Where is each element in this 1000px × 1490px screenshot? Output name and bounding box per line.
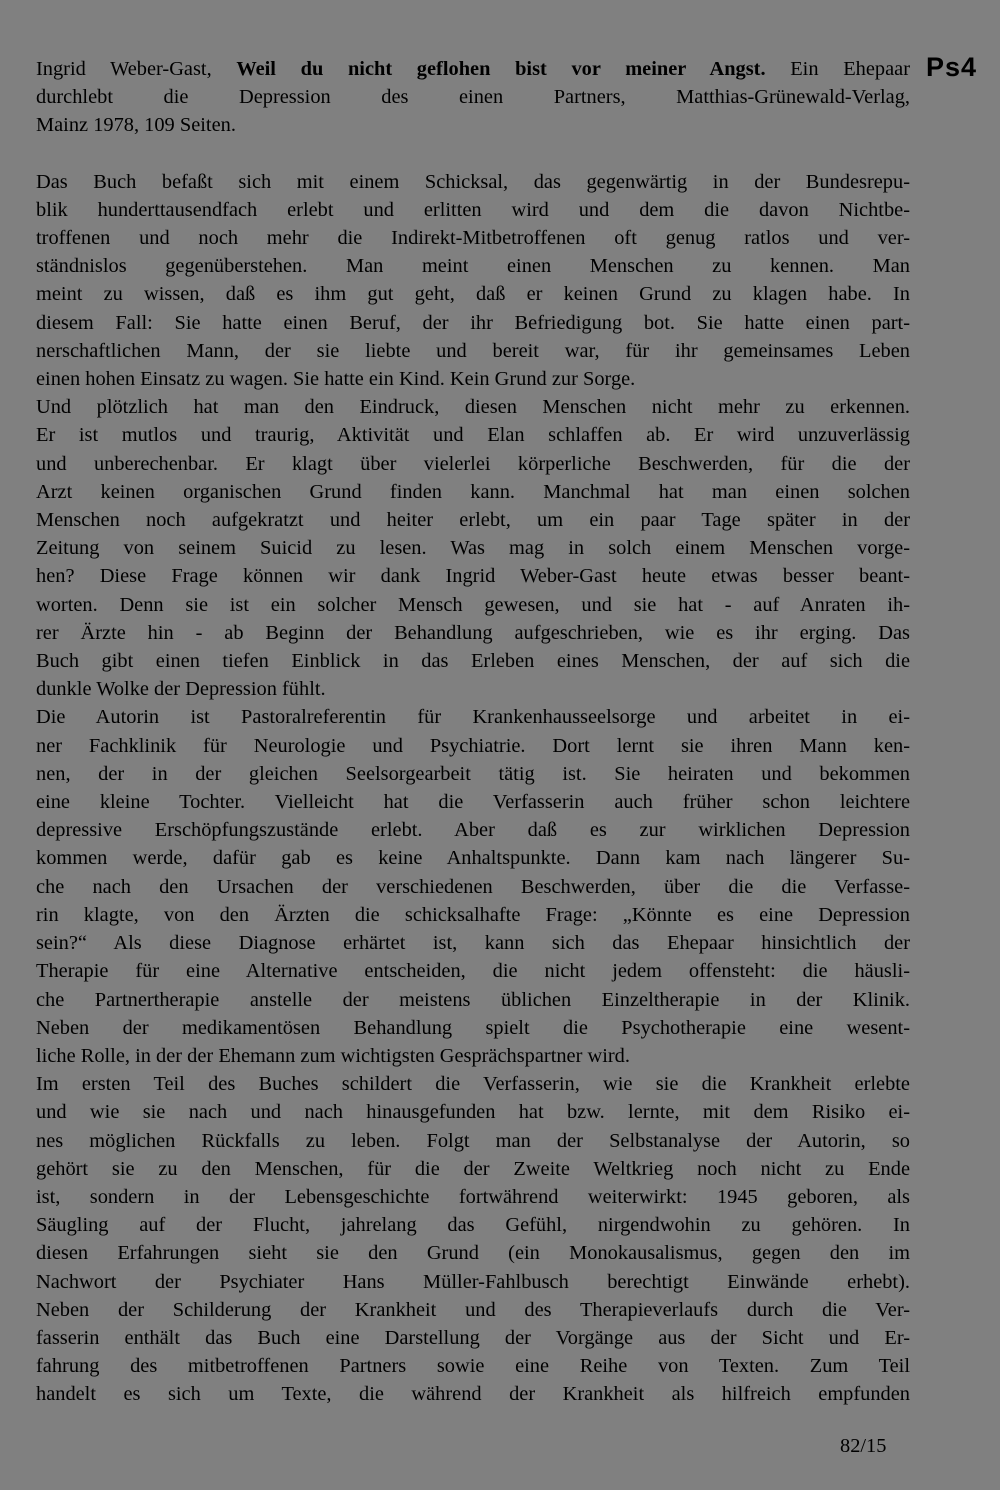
book-title: Weil du nicht geflohen bist vor meiner Angst. [236, 58, 766, 80]
text-line: sein?“ Als diese Diagnose erhärtet ist, kann sich das Ehepaar hinsichtlich der [36, 932, 910, 955]
text-line: Therapie für eine Alternative entscheiden, die nicht jedem offensteht: die häusli- [36, 960, 910, 983]
text-line: diesem Fall: Sie hatte einen Beruf, der ihr Befriedigung bot. Sie hatte einen part- [36, 311, 910, 334]
text-line: Er ist mutlos und traurig, Aktivität und Elan schlaffen ab. Er wird unzuverlässig [36, 424, 910, 447]
review-text [36, 168, 910, 1409]
text-line: rer Ärzte hin - ab Beginn der Behandlung aufgeschrieben, wie es ihr erging. Das [36, 621, 910, 644]
citation-line: durchlebt die Depression des einen Partners, Matthias-Grünewald-Verlag, [36, 86, 910, 109]
text-line: diesen Erfahrungen sieht sie den Grund (ein Monokausalismus, gegen den im [36, 1242, 910, 1265]
text-line: handelt es sich um Texte, die während der Krankheit als hilfreich empfunden [36, 1383, 910, 1406]
citation-line [36, 55, 910, 83]
text-line: dunkle Wolke der Depression fühlt. [36, 678, 326, 701]
text-line: blik hunderttausendfach erlebt und erlitten wird und dem die davon Nichtbe- [36, 198, 910, 221]
book-citation [36, 55, 910, 140]
text-line: nerschaftlichen Mann, der sie liebte und bereit war, für ihr gemeinsames Leben [36, 339, 910, 362]
text-line: nes möglichen Rückfalls zu leben. Folgt man der Selbstanalyse der Autorin, so [36, 1129, 910, 1152]
text-line: Neben der Schilderung der Krankheit und des Therapieverlaufs durch die Ver- [36, 1298, 910, 1321]
text-line: depressive Erschöpfungszustände erlebt. Aber daß es zur wirklichen Depression [36, 819, 910, 842]
text-line: Die Autorin ist Pastoralreferentin für Krankenhausseelsorge und arbeitet in ei- [36, 706, 910, 729]
book-subtitle-start: Ein Ehepaar [765, 58, 910, 80]
text-line: troffenen und noch mehr die Indirekt-Mitbetroffenen oft genug ratlos und ver- [36, 227, 910, 250]
text-line: kommen werde, dafür gab es keine Anhaltspunkte. Dann kam nach längerer Su- [36, 847, 910, 870]
text-line: rin klagte, von den Ärzten die schicksalhafte Frage: „Könnte es eine Depression [36, 903, 910, 926]
text-line: einen hohen Einsatz zu wagen. Sie hatte ein Kind. Kein Grund zur Sorge. [36, 368, 636, 391]
text-line: ner Fachklinik für Neurologie und Psychiatrie. Dort lernt sie ihren Mann ken- [36, 734, 910, 757]
text-line: ist, sondern in der Lebensgeschichte fortwährend weiterwirkt: 1945 geboren, als [36, 1185, 910, 1208]
text-line: fahrung des mitbetroffenen Partners sowie eine Reihe von Texten. Zum Teil [36, 1355, 910, 1378]
text-line: Zeitung von seinem Suicid zu lesen. Was mag in solch einem Menschen vorge- [36, 537, 910, 560]
text-line: Säugling auf der Flucht, jahrelang das Gefühl, nirgendwohin zu gehören. In [36, 1214, 910, 1237]
text-line: eine kleine Tochter. Vielleicht hat die Verfasserin auch früher schon leichtere [36, 791, 910, 814]
text-line: Im ersten Teil des Buches schildert die Verfasserin, wie sie die Krankheit erlebte [36, 1073, 910, 1096]
text-line: liche Rolle, in der der Ehemann zum wichtigsten Gesprächspartner wird. [36, 1044, 630, 1067]
text-line: und unberechenbar. Er klagt über vielerlei körperliche Beschwerden, für die der [36, 452, 910, 475]
text-line: Menschen noch aufgekratzt und heiter erlebt, um ein paar Tage später in der [36, 509, 910, 532]
document-page [36, 55, 910, 1409]
page-number: 82/15 [840, 1435, 887, 1457]
text-line: gehört sie zu den Menschen, für die der Zweite Weltkrieg noch nicht zu Ende [36, 1157, 910, 1180]
book-author: Ingrid Weber-Gast, [36, 58, 237, 80]
text-line: Und plötzlich hat man den Eindruck, diesen Menschen nicht mehr zu erkennen. [36, 396, 910, 419]
citation-line: Mainz 1978, 109 Seiten. [36, 114, 236, 137]
document-code: Ps4 [926, 52, 978, 82]
text-line: meint zu wissen, daß es ihm gut geht, daß er keinen Grund zu klagen habe. In [36, 283, 910, 306]
text-line: worten. Denn sie ist ein solcher Mensch gewesen, und sie hat - auf Anraten ih- [36, 593, 910, 616]
text-line: und wie sie nach und nach hinausgefunden hat bzw. lernte, mit dem Risiko ei- [36, 1101, 910, 1124]
text-line: Das Buch befaßt sich mit einem Schicksal, das gegenwärtig in der Bundesrepu- [36, 170, 910, 193]
text-line: che nach den Ursachen der verschiedenen Beschwerden, über die die Verfasse- [36, 875, 910, 898]
text-line: Nachwort der Psychiater Hans Müller-Fahlbusch berechtigt Einwände erhebt). [36, 1270, 910, 1293]
text-line: fasserin enthält das Buch eine Darstellung der Vorgänge aus der Sicht und Er- [36, 1326, 910, 1349]
text-line: Arzt keinen organischen Grund finden kann. Manchmal hat man einen solchen [36, 480, 910, 503]
text-line: nen, der in der gleichen Seelsorgearbeit tätig ist. Sie heiraten und bekommen [36, 762, 910, 785]
text-line: Buch gibt einen tiefen Einblick in das Erleben eines Menschen, der auf sich die [36, 650, 910, 673]
text-line: hen? Diese Frage können wir dank Ingrid Weber-Gast heute etwas besser beant- [36, 565, 910, 588]
text-line: Neben der medikamentösen Behandlung spielt die Psychotherapie eine wesent- [36, 1016, 910, 1039]
text-line: ständnislos gegenüberstehen. Man meint einen Menschen zu kennen. Man [36, 255, 910, 278]
text-line: che Partnertherapie anstelle der meistens üblichen Einzeltherapie in der Klinik. [36, 988, 910, 1011]
